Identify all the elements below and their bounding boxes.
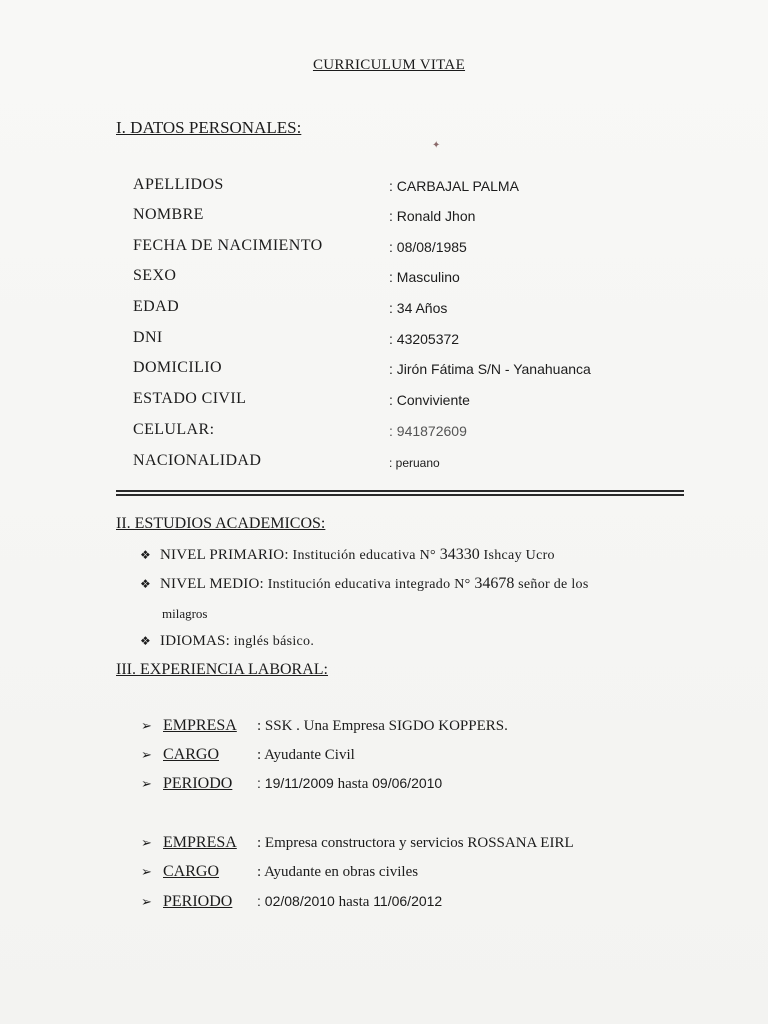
value-domicilio: : Jirón Fátima S/N - Yanahuanca [389,361,591,377]
value-edad: : 34 Años [389,300,448,316]
arrow-bullet-icon: ➢ [141,895,152,910]
label-domicilio: DOMICILIO [133,359,222,376]
section-experience-heading: III. EXPERIENCIA LABORAL: [116,661,328,678]
study-item-idiomas: ❖ IDIOMAS: inglés básico. [140,633,315,649]
label-estado-civil: ESTADO CIVIL [133,390,247,407]
job2-empresa-row: ➢ EMPRESA : Empresa constructora y servicios ROSSANA EIRL [141,834,574,851]
value-nombre: : Ronald Jhon [389,208,476,224]
arrow-bullet-icon: ➢ [141,777,152,792]
divider-top-line [116,490,684,492]
value-estado-civil: : Conviviente [389,392,470,408]
arrow-bullet-icon: ➢ [141,865,152,880]
label-sexo: SEXO [133,267,177,284]
value-sexo: : Masculino [389,269,460,285]
value-nacionalidad: : peruano [389,456,440,470]
arrow-bullet-icon: ➢ [141,719,152,734]
job1-cargo-row: ➢ CARGO : Ayudante Civil [141,746,355,763]
value-fecha-nacimiento: : 08/08/1985 [389,239,467,255]
divider-bottom-line [116,494,684,496]
study-item-primario: ❖ NIVEL PRIMARIO: Institución educativa N° 34330 Ishcay Ucro [140,546,555,563]
value-apellidos: : CARBAJAL PALMA [389,178,519,194]
job1-empresa-row: ➢ EMPRESA : SSK . Una Empresa SIGDO KOPPERS. [141,717,508,734]
job2-cargo-row: ➢ CARGO : Ayudante en obras civiles [141,863,419,880]
section-personal-heading: I. DATOS PERSONALES: [116,118,302,137]
label-nombre: NOMBRE [133,206,204,223]
document-title: CURRICULUM VITAE [312,57,466,73]
job2-periodo-row: ➢ PERIODO : 02/08/2010 hasta 11/06/2012 [141,893,443,910]
label-dni: DNI [133,329,163,346]
study-item-medio-continuation: milagros [162,606,208,621]
label-apellidos: APELLIDOS [133,176,224,193]
value-dni: : 43205372 [389,331,460,347]
diamond-bullet-icon: ❖ [140,548,151,562]
ink-mark: ✦ [432,140,441,151]
label-fecha-nacimiento: FECHA DE NACIMIENTO [133,237,323,254]
label-nacionalidad: NACIONALIDAD [133,452,262,469]
section-studies-heading: II. ESTUDIOS ACADEMICOS: [116,515,326,532]
arrow-bullet-icon: ➢ [141,748,152,763]
diamond-bullet-icon: ❖ [140,577,151,591]
study-item-medio: ❖ NIVEL MEDIO: Institución educativa integrado N° 34678 señor de los [140,575,589,592]
value-celular: : 941872609 [389,423,467,439]
diamond-bullet-icon: ❖ [140,634,151,648]
label-celular: CELULAR: [133,421,215,438]
arrow-bullet-icon: ➢ [141,836,152,851]
job1-periodo-row: ➢ PERIODO : 19/11/2009 hasta 09/06/2010 [141,775,443,792]
label-edad: EDAD [133,298,180,315]
